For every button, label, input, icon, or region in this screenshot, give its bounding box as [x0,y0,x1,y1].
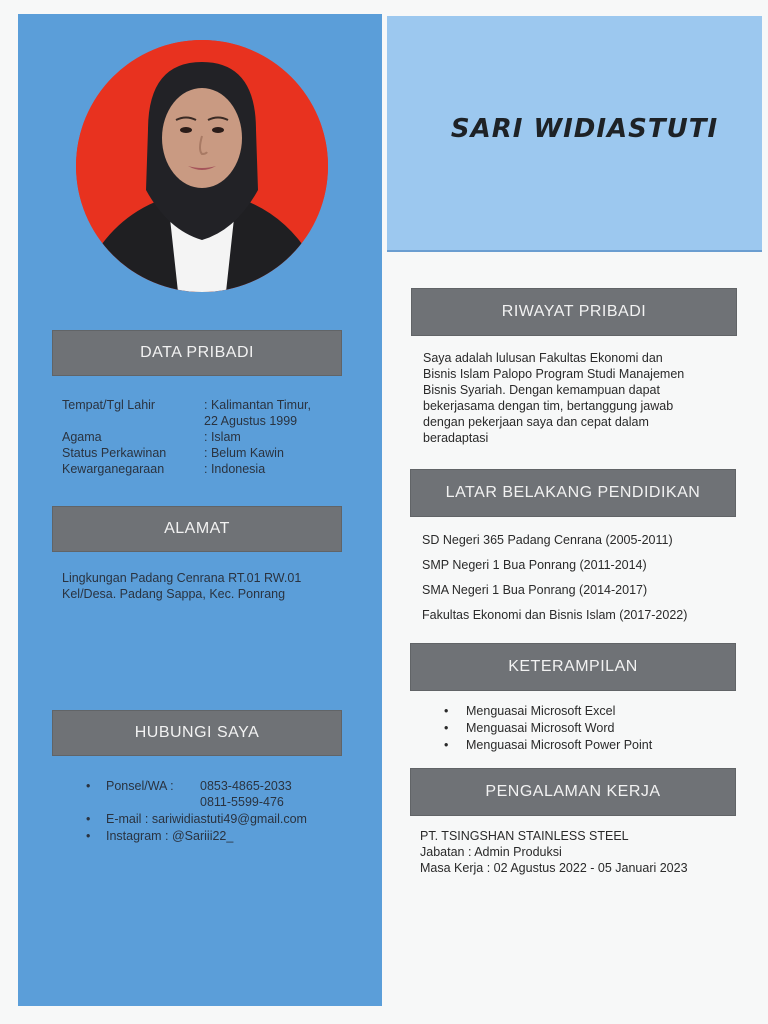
alamat-line: Kel/Desa. Padang Sappa, Kec. Ponrang [62,587,286,601]
alamat-line: Lingkungan Padang Cenrana RT.01 RW.01 [62,571,302,585]
sidebar [18,14,382,1006]
pendidikan-heading: LATAR BELAKANG PENDIDIKAN [410,469,736,517]
skill-item: • Menguasai Microsoft Excel [410,703,750,719]
contact-email[interactable]: • E-mail : sariwidiastuti49@gmail.com [80,811,380,827]
data-pribadi-heading: DATA PRIBADI [52,330,342,376]
riwayat-heading: RIWAYAT PRIBADI [411,288,737,336]
hubungi-heading: HUBUNGI SAYA [52,710,342,756]
riwayat-text [423,350,753,446]
dp-row [62,461,362,477]
pendidikan-list [422,532,762,632]
full-name: SARI WIDIASTUTI [450,114,719,144]
job-title: Jabatan : Admin Produksi [420,845,562,859]
profile-photo [76,40,328,292]
edu-item: SD Negeri 365 Padang Cenrana (2005-2011) [422,533,673,547]
dp-label: Tempat/Tgl Lahir [62,398,156,412]
phone-label: • Ponsel/WA : [106,779,174,793]
pengalaman-text [420,828,760,876]
skill-item: • Menguasai Microsoft Power Point [410,737,750,753]
dp-value: : Islam [204,430,241,444]
riwayat-line: Bisnis Syariah. Dengan kemampuan dapat [423,383,660,397]
riwayat-line: dengan pekerjaan saya dan cepat dalam [423,415,649,429]
dp-label: Kewarganegaraan [62,462,165,476]
dp-row [62,429,362,445]
data-pribadi-list [62,397,362,477]
dp-row [62,397,362,429]
edu-item: Fakultas Ekonomi dan Bisnis Islam (2017-2022) [422,608,688,622]
alamat-heading: ALAMAT [52,506,342,552]
riwayat-line: bekerjasama dengan tim, bertanggung jawab [423,399,674,413]
keterampilan-list [410,703,750,754]
edu-item: SMA Negeri 1 Bua Ponrang (2014-2017) [422,583,648,597]
company-name: PT. TSINGSHAN STAINLESS STEEL [420,829,629,843]
contact-instagram[interactable]: • Instagram : @Sariii22_ [80,828,380,844]
name-banner [387,16,762,252]
riwayat-line: Bisnis Islam Palopo Program Studi Manajemen [423,367,685,381]
dp-value: : Kalimantan Timur, 22 Agustus 1999 [204,398,311,428]
dp-label: Status Perkawinan [62,446,167,460]
edu-item: SMP Negeri 1 Bua Ponrang (2011-2014) [422,558,647,572]
contact-list [80,778,380,845]
pengalaman-heading: PENGALAMAN KERJA [410,768,736,816]
skill-item: • Menguasai Microsoft Word [410,720,750,736]
riwayat-line: Saya adalah lulusan Fakultas Ekonomi dan [423,351,663,365]
dp-label: Agama [62,430,102,444]
work-period: Masa Kerja : 02 Agustus 2022 - 05 Januari 2023 [420,861,688,875]
riwayat-line: beradaptasi [423,431,489,445]
dp-row [62,445,362,461]
portrait-illustration [76,40,328,292]
dp-value: : Belum Kawin [204,446,284,460]
phone-value: 0853-4865-2033 0811-5599-476 [200,779,292,809]
keterampilan-heading: KETERAMPILAN [410,643,736,691]
alamat-text [62,570,372,602]
dp-value: : Indonesia [204,462,266,476]
contact-phone [80,778,380,810]
